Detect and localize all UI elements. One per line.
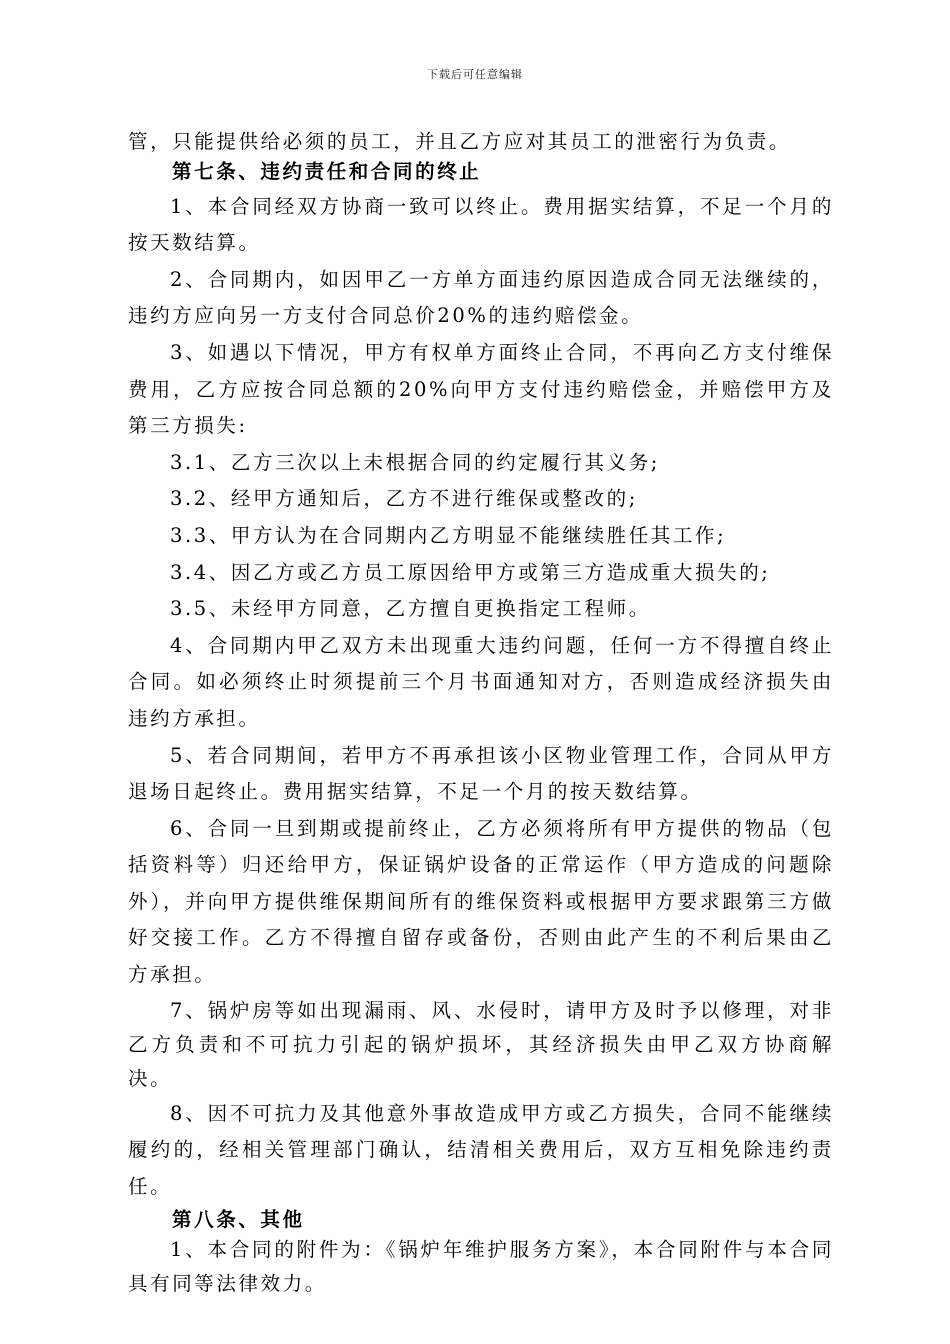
clause-7-5: 5、若合同期间，若甲方不再承担该小区物业管理工作，合同从甲方退场日起终止。费用据实结算，不足一个月的按天数结算。 [128, 743, 834, 804]
clause-7-3-1: 3.1、乙方三次以上未根据合同的约定履行其义务; [170, 450, 660, 474]
clause-7-3-2: 3.2、经甲方通知后，乙方不进行维保或整改的; [170, 487, 638, 511]
clause-7-6: 6、合同一旦到期或提前终止，乙方必须将所有甲方提供的物品（包括资料等）归还给甲方，保证锅炉设备的正常运作（甲方造成的问题除外），并向甲方提供维保期间所有的维保资料或根据甲方要求跟第三方做好交接工作。乙方不得擅自留存或备份，否则由此产生的不利后果由乙方承担。 [128, 816, 834, 987]
clause-7-4: 4、合同期内甲乙双方未出现重大违约问题，任何一方不得擅自终止合同。如必须终止时须提前三个月书面通知对方，否则造成经济损失由违约方承担。 [128, 633, 834, 730]
clause-7-3-3: 3.3、甲方认为在合同期内乙方明显不能继续胜任其工作; [170, 523, 727, 547]
contract-body [128, 124, 834, 1301]
section-heading-article-8: 第八条、其他 [172, 1208, 305, 1232]
clause-7-3-5: 3.5、未经甲方同意，乙方擅自更换指定工程师。 [170, 597, 651, 621]
clause-7-3-4: 3.4、因乙方或乙方员工原因给甲方或第三方造成重大损失的; [170, 560, 771, 584]
paragraph-continuation: 管，只能提供给必须的员工，并且乙方应对其员工的泄密行为负责。 [128, 130, 792, 153]
clause-7-7: 7、锅炉房等如出现漏雨、风、水侵时，请甲方及时予以修理，对非乙方负责和不可抗力引起的锅炉损坏，其经济损失由甲乙双方协商解决。 [128, 998, 834, 1090]
clause-7-1: 1、本合同经双方协商一致可以终止。费用据实结算，不足一个月的按天数结算。 [128, 194, 834, 255]
section-heading-article-7: 第七条、违约责任和合同的终止 [172, 159, 482, 183]
clause-8-1: 1、本合同的附件为：《锅炉年维护服务方案》，本合同附件与本合同具有同等法律效力。 [128, 1238, 834, 1296]
clause-7-2: 2、合同期内，如因甲乙一方单方面违约原因造成合同无法继续的，违约方应向另一方支付合同总价20%的违约赔偿金。 [128, 267, 834, 328]
header-note: 下载后可任意编辑 [427, 68, 523, 81]
clause-7-8: 8、因不可抗力及其他意外事故造成甲方或乙方损失，合同不能继续履约的，经相关管理部门确认，结清相关费用后，双方互相免除违约责任。 [128, 1101, 834, 1198]
clause-7-3: 3、如遇以下情况，甲方有权单方面终止合同，不再向乙方支付维保费用，乙方应按合同总额的20%向甲方支付违约赔偿金，并赔偿甲方及第三方损失: [128, 340, 834, 438]
